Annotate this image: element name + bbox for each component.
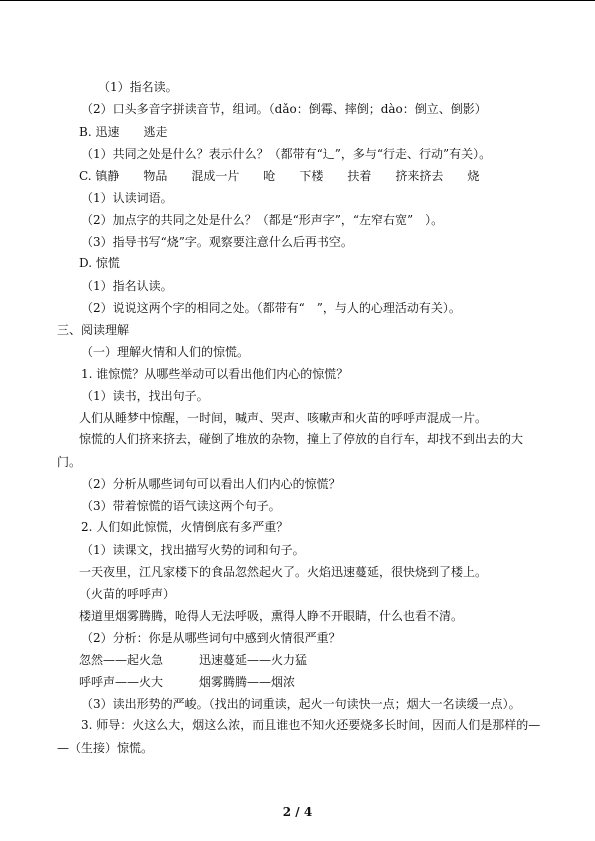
section-heading: 三、阅读理解 (57, 323, 130, 337)
page-number: 2 / 4 (282, 805, 313, 819)
quoted-sentence-continued: 门。 (57, 455, 82, 469)
text-line: （2）说说这两个字的相同之处。（都带有“ ”，与人的心理活动有关）。 (81, 301, 461, 315)
text-line: （2）分析：你是从哪些词句中感到火情很严重？ (81, 631, 341, 645)
text-line: （1）指名认读。 (81, 279, 173, 293)
quoted-sentence: 人们从睡梦中惊醒，一时间，喊声、哭声、咳嗽声和火苗的呼呼声混成一片。 (79, 411, 488, 425)
text-line: （3）读出形势的严峻。（找出的词重读，起火一句读快一点；烟大一名读缓一点）。 (81, 697, 521, 711)
text-line: 1. 谁惊慌？从哪些举动可以看出他们内心的惊慌？ (81, 367, 349, 381)
word-pair-line: 呼呼声——火大 烟雾腾腾——烟浓 (79, 675, 296, 689)
text-line: （1）共同之处是什么？表示什么？（都带有“辶”，多与“行走、行动”有关）。 (81, 147, 492, 161)
subsection-heading: （一）理解火情和人们的惊慌。 (81, 345, 250, 359)
text-line: （1）认读词语。 (81, 191, 173, 205)
text-line: B. 迅速 逃走 (79, 125, 168, 139)
text-line-continued: —（生接）惊慌。 (57, 741, 154, 755)
quoted-sentence: 惊慌的人们挤来挤去，碰倒了堆放的杂物，撞上了停放的自行车，却找不到出去的大 (79, 432, 524, 446)
quoted-sentence: 一天夜里，江凡家楼下的食品忽然起火了。火焰迅速蔓延，很快烧到了楼上。 (79, 565, 488, 579)
text-line: （1）读书，找出句子。 (81, 389, 209, 403)
text-line: D. 惊慌 (79, 256, 120, 270)
text-line: （2）加点字的共同之处是什么？（都是“形声字”，“左窄右宽” ）。 (81, 213, 444, 227)
quoted-sentence: （火苗的呼呼声） (79, 587, 176, 601)
text-line: （1）读课文，找出描写火势的词和句子。 (81, 543, 305, 557)
text-line: （3）指导书写“烧”字。观察要注意什么后再书空。 (81, 235, 353, 249)
quoted-sentence: 楼道里烟雾腾腾，呛得人无法呼吸，熏得人睁不开眼睛，什么也看不清。 (79, 609, 464, 623)
text-line: （1）指名读。 (98, 80, 178, 94)
text-line: （2）分析从哪些词句可以看出人们内心的惊慌？ (81, 477, 341, 491)
page-top-rule (0, 0, 595, 1)
text-line: 2. 人们如此惊慌，火情倒底有多严重？ (81, 520, 289, 534)
text-line: C. 镇静 物品 混成一片 呛 下楼 扶着 挤来挤去 烧 (79, 169, 480, 183)
word-pair-line: 忽然——起火急 迅速蔓延——火力猛 (79, 653, 308, 667)
text-line: （2）口头多音字拼读音节，组词。（dǎo：倒霉、摔倒；dào：倒立、倒影） (81, 102, 487, 116)
text-line: （3）带着惊慌的语气读这两个句子。 (81, 499, 281, 513)
text-line: 3. 师导：火这么大，烟这么浓，而且谁也不知火还要烧多长时间，因而人们是那样的— (81, 718, 541, 732)
